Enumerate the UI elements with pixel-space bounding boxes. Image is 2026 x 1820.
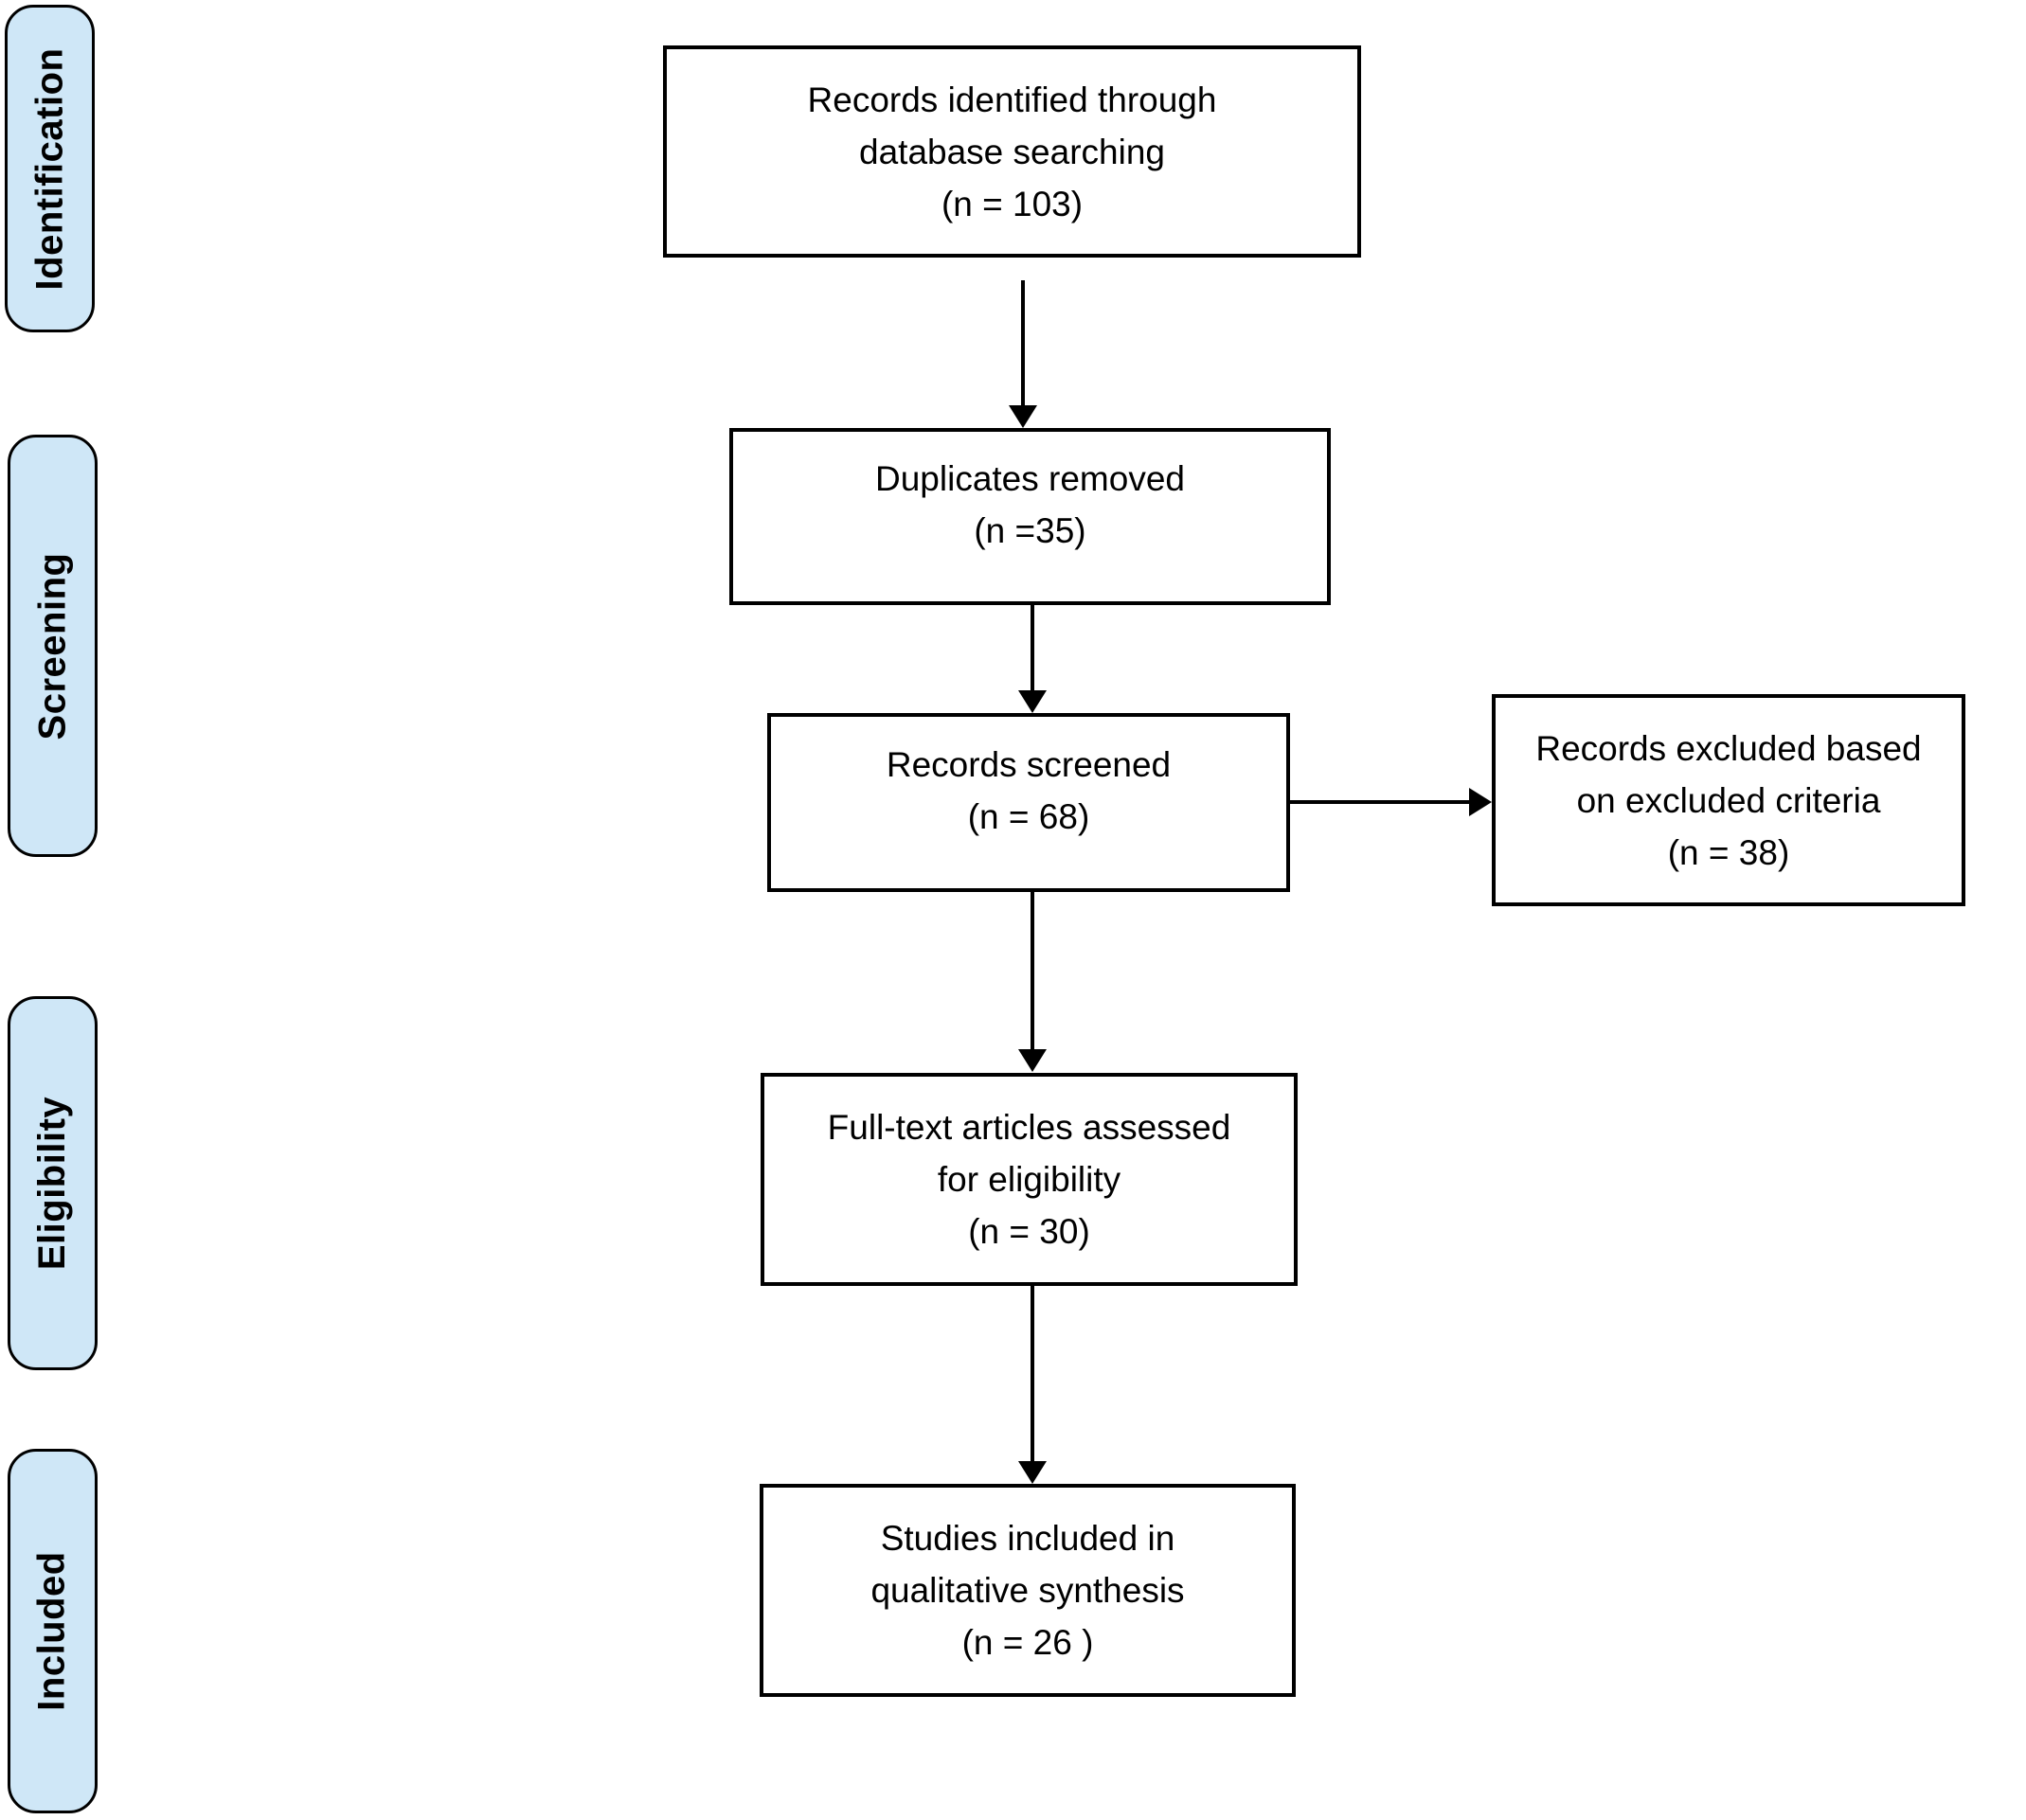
box-text-line: Full-text articles assessed bbox=[827, 1108, 1231, 1147]
box-text-line: qualitative synthesis bbox=[870, 1571, 1185, 1610]
stage-included bbox=[8, 1449, 98, 1813]
arrow-duplicates-to-screened bbox=[1018, 605, 1047, 713]
box-text-line: Studies included in bbox=[880, 1519, 1175, 1558]
arrow-shaft bbox=[1021, 280, 1025, 405]
box-text-line: Records identified through bbox=[807, 80, 1217, 119]
arrow-shaft bbox=[1031, 605, 1034, 690]
arrow-shaft bbox=[1031, 1286, 1034, 1461]
box-text-line: (n =35) bbox=[974, 510, 1086, 550]
box-records-identified bbox=[663, 45, 1361, 258]
arrow-shaft bbox=[1031, 892, 1034, 1049]
box-studies-included bbox=[760, 1484, 1296, 1697]
stage-screening-label: Screening bbox=[31, 552, 73, 740]
box-text-line: Duplicates removed bbox=[875, 458, 1185, 498]
box-duplicates-removed bbox=[729, 428, 1331, 605]
box-text-line: (n = 68) bbox=[967, 796, 1090, 836]
box-text-line: for eligibility bbox=[937, 1160, 1121, 1199]
stage-identification bbox=[5, 5, 95, 332]
arrow-shaft bbox=[1290, 800, 1469, 804]
arrow-down-icon bbox=[1018, 1049, 1047, 1072]
box-records-excluded bbox=[1492, 694, 1965, 906]
arrow-down-icon bbox=[1018, 1461, 1047, 1484]
stage-screening bbox=[8, 435, 98, 857]
stage-eligibility-label: Eligibility bbox=[31, 1096, 74, 1271]
box-records-screened bbox=[767, 713, 1290, 892]
stage-eligibility bbox=[8, 996, 98, 1370]
box-text-line: (n = 26 ) bbox=[961, 1623, 1094, 1662]
box-text-line: on excluded criteria bbox=[1576, 780, 1881, 820]
arrow-down-icon bbox=[1018, 690, 1047, 713]
box-text-line: (n = 103) bbox=[941, 184, 1084, 223]
box-text-line: (n = 30) bbox=[968, 1212, 1090, 1251]
box-text-line: Records screened bbox=[886, 744, 1172, 784]
box-text-line: database searching bbox=[859, 132, 1165, 171]
arrow-identified-to-duplicates bbox=[1009, 280, 1037, 428]
arrow-right-icon bbox=[1469, 788, 1492, 816]
arrow-down-icon bbox=[1009, 405, 1037, 428]
arrow-screened-to-fulltext bbox=[1018, 892, 1047, 1072]
box-text-line: (n = 38) bbox=[1667, 832, 1790, 872]
arrow-screened-to-excluded bbox=[1290, 788, 1492, 816]
stage-included-label: Included bbox=[31, 1551, 74, 1711]
box-fulltext-assessed bbox=[761, 1073, 1298, 1286]
stage-identification-label: Identification bbox=[28, 47, 71, 290]
arrow-fulltext-to-included bbox=[1018, 1286, 1047, 1484]
box-text-line: Records excluded based bbox=[1535, 728, 1922, 768]
